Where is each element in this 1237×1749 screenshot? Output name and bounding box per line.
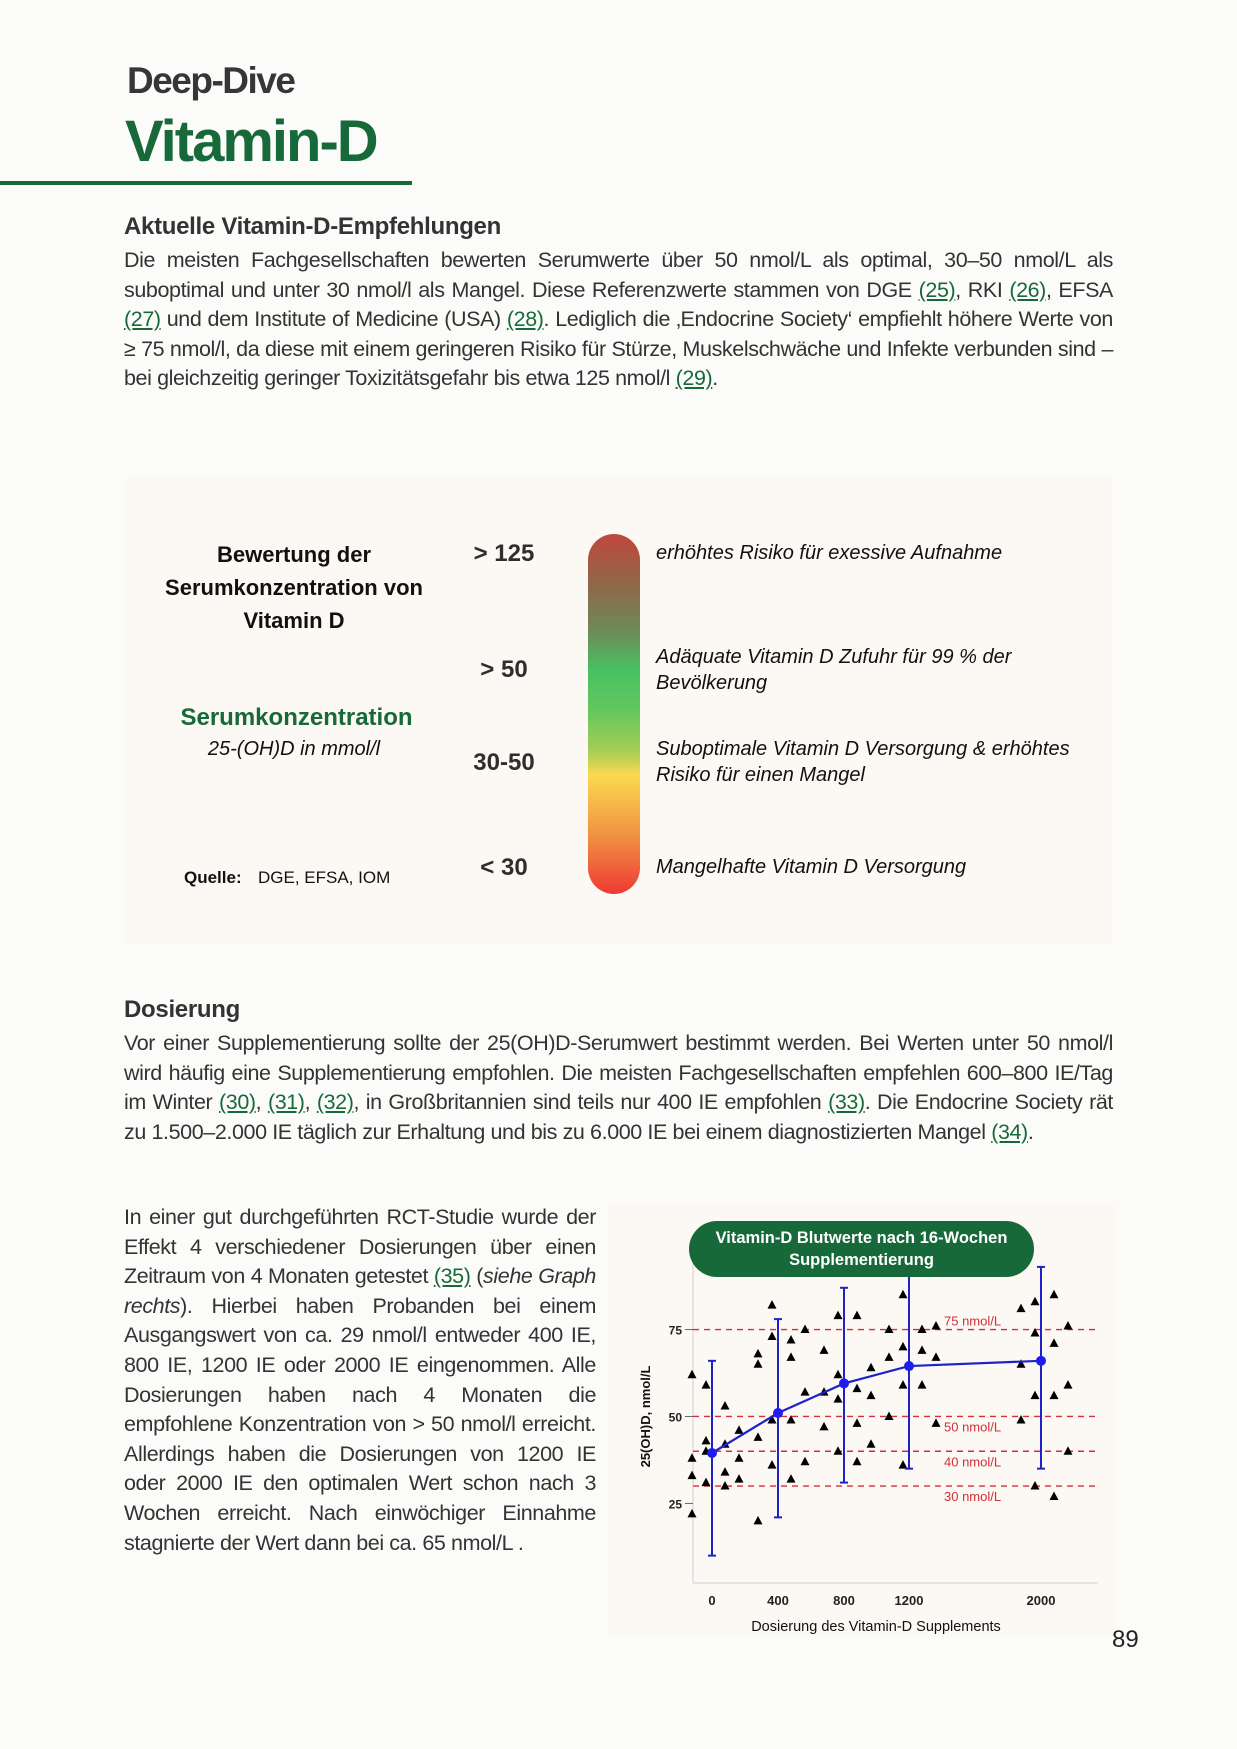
- infobox-title: Bewertung der Serumkonzentration von Vitamin D: [165, 542, 423, 633]
- reference-link[interactable]: (31): [267, 1090, 305, 1115]
- paragraph-dosierung: Vor einer Supplementierung sollte der 25(OH)D-Serumwert bestimmt werden. Bei Werten unter 50 nmol/l wird häufig eine Supplementierung empfohlen. Die meisten Fachgesellschaften empfehlen 600–800 IE/Tag im Winter (30), (31), (32), in Großbritannien sind teils nur 400 IE empfohlen (33). Die Endocrine Society rät zu 1.500–2.000 IE täglich zur Erhaltung und bis zu 6.000 IE bei einem diagnostizierten Mangel (34).: [124, 1031, 1113, 1144]
- svg-text:40 nmol/L: 40 nmol/L: [944, 1454, 1002, 1470]
- level-value: 30-50: [473, 749, 535, 776]
- svg-text:75 nmol/L: 75 nmol/L: [944, 1313, 1002, 1329]
- svg-text:25(OH)D, nmol/L: 25(OH)D, nmol/L: [638, 1365, 653, 1468]
- section-heading-empfehlungen: Aktuelle Vitamin-D-Empfehlungen: [124, 213, 501, 240]
- level-value: < 30: [480, 854, 528, 881]
- page-title: Vitamin-D: [125, 109, 377, 174]
- level-description: Suboptimale Vitamin D Versorgung & erhöhtes Risiko für einen Mangel: [656, 738, 1070, 786]
- italic-text: siehe Graph rechts: [124, 1264, 596, 1318]
- svg-text:30 nmol/L: 30 nmol/L: [944, 1489, 1002, 1505]
- level-description: Mangelhafte Vitamin D Versorgung: [656, 856, 967, 878]
- svg-text:1200: 1200: [894, 1593, 924, 1608]
- svg-text:Dosierung des Vitamin-D Supple: Dosierung des Vitamin-D Supplements: [751, 1619, 1001, 1635]
- svg-text:25: 25: [668, 1497, 682, 1512]
- reference-link[interactable]: (27): [124, 307, 161, 332]
- source-label: Quelle:: [184, 868, 242, 887]
- svg-text:400: 400: [767, 1593, 789, 1608]
- serum-infobox: [124, 478, 1113, 945]
- source-value: DGE, EFSA, IOM: [258, 868, 391, 887]
- level-value: > 50: [480, 656, 528, 683]
- reference-link[interactable]: (30): [219, 1090, 256, 1115]
- reference-link[interactable]: (34): [991, 1119, 1028, 1144]
- level-value: > 125: [473, 540, 535, 567]
- title-underline: [0, 181, 412, 185]
- svg-text:50 nmol/L: 50 nmol/L: [944, 1419, 1002, 1435]
- reference-link[interactable]: (29): [675, 366, 713, 391]
- svg-text:800: 800: [833, 1593, 855, 1608]
- kicker-title: Deep-Dive: [127, 60, 295, 101]
- infobox-unit: 25-(OH)D in mmol/l: [207, 738, 381, 760]
- reference-link[interactable]: (35): [433, 1264, 471, 1289]
- reference-link[interactable]: (28): [506, 307, 544, 332]
- chart-title: Vitamin-D Blutwerte nach 16-Wochen Supplementierung: [689, 1221, 1034, 1277]
- page-number: 89: [1112, 1626, 1139, 1653]
- reference-link[interactable]: (25): [918, 277, 956, 302]
- paragraph-rct-studie: In einer gut durchgeführten RCT-Studie wurde der Effekt 4 verschiedener Dosierungen über einen Zeitraum von 4 Monaten getestet (35) (siehe Graph rechts). Hierbei haben Probanden bei einem Ausgangswert von ca. 29 nmol/l entweder 400 IE, 800 IE, 1200 IE oder 2000 IE eingenommen. Alle Dosierungen haben nach 4 Monaten die empfohlene Konzentration von > 50 nmol/l erreicht. Allerdings haben die Dosierungen von 1200 IE oder 2000 IE den optimalen Wert schon nach 3 Wochen erreicht. Nach einwöchiger Einnahme stagnierte der Wert dann bei ca. 65 nmol/L .: [124, 1205, 596, 1555]
- infobox-subtitle: Serumkonzentration: [180, 704, 413, 731]
- svg-text:75: 75: [668, 1323, 682, 1338]
- paragraph-empfehlungen: Die meisten Fachgesellschaften bewerten Serumwerte über 50 nmol/L als optimal, 30–50 nmol/L als suboptimal und unter 30 nmol/l als Mangel. Diese Referenzwerte stammen von DGE (25), RKI (26), EFSA (27) und dem Institute of Medicine (USA) (28). Lediglich die ‚Endocrine Society‘ empfiehlt höhere Werte von ≥ 75 nmol/l, da diese mit einem geringeren Risiko für Stürze, Muskelschwäche und Infekte verbunden sind – bei gleichzeitig geringer Toxizitätsgefahr bis etwa 125 nmol/l (29).: [124, 248, 1113, 391]
- svg-text:0: 0: [708, 1593, 716, 1608]
- svg-text:2000: 2000: [1026, 1593, 1056, 1608]
- gradient-scale-bar: [588, 534, 640, 894]
- reference-link[interactable]: (32): [316, 1090, 354, 1115]
- dose-response-chart: [608, 1203, 1117, 1637]
- reference-link[interactable]: (26): [1009, 277, 1046, 302]
- section-heading-dosierung: Dosierung: [124, 996, 240, 1023]
- svg-text:50: 50: [668, 1410, 682, 1425]
- level-description: erhöhtes Risiko für exessive Aufnahme: [656, 542, 1003, 564]
- reference-link[interactable]: (33): [828, 1090, 865, 1115]
- level-description: Adäquate Vitamin D Zufuhr für 99 % der Bevölkerung: [656, 646, 1012, 694]
